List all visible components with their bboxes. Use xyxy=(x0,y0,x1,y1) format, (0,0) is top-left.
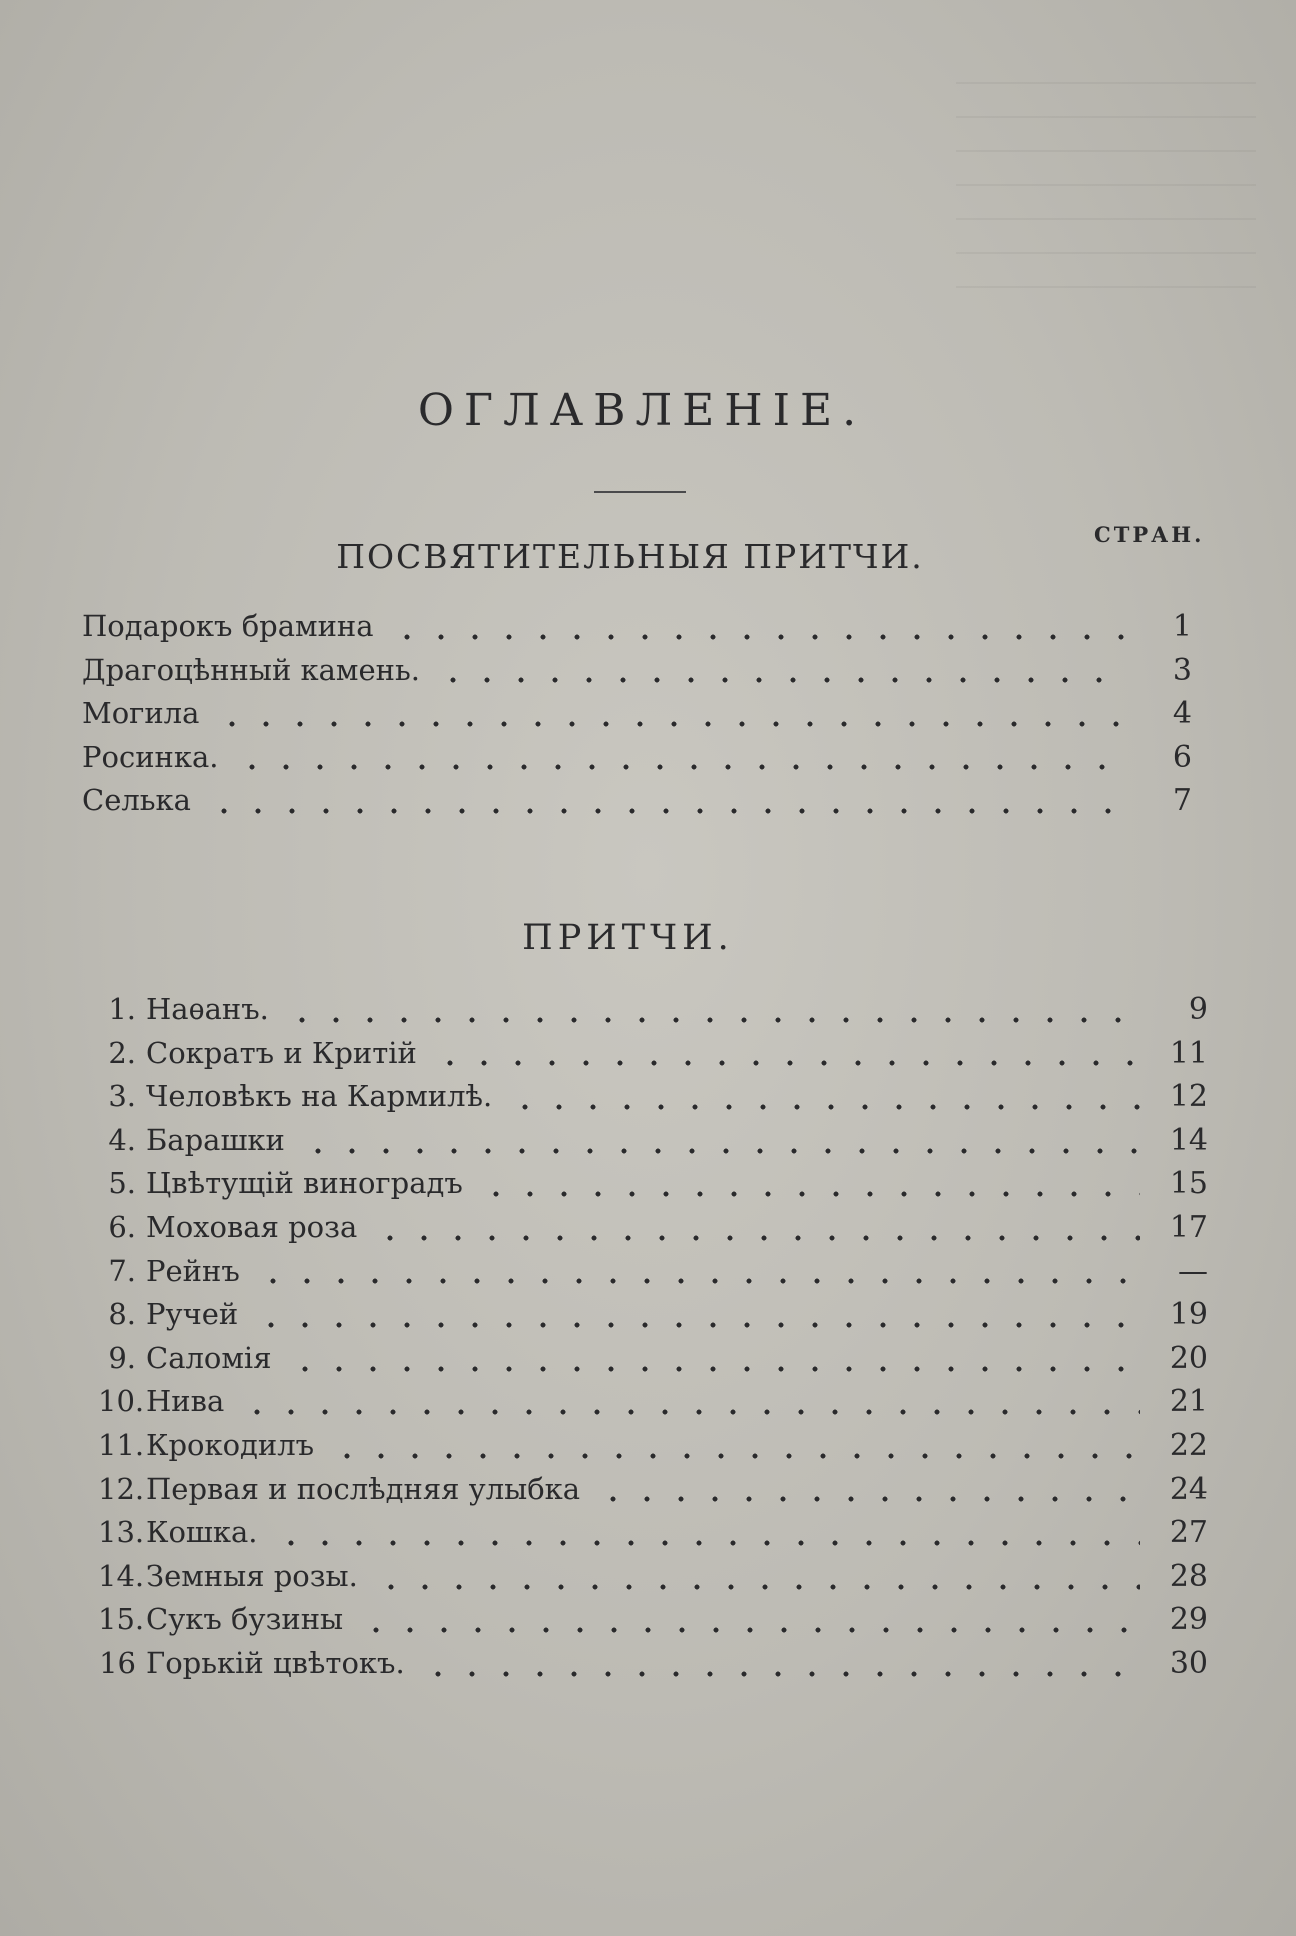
dot-leader xyxy=(330,1453,1140,1459)
toc-entry xyxy=(98,1424,1208,1468)
toc-entry-page-number: 9 xyxy=(1188,992,1208,1027)
toc-entry xyxy=(98,1293,1208,1337)
toc-entry-page-number: 3 xyxy=(1172,652,1192,688)
toc-entry-title: Сукъ бузины xyxy=(146,1602,344,1637)
toc-entry xyxy=(82,736,1192,780)
toc-entry-number: 15. xyxy=(98,1602,145,1637)
toc-entry xyxy=(98,1075,1208,1119)
toc-entry-title: Подарокъ брамина xyxy=(82,609,374,643)
toc-entry-page-number: 22 xyxy=(1169,1427,1208,1463)
section-heading-dedicatory: ПОСВЯТИТЕЛЬНЫЯ ПРИТЧИ. xyxy=(336,537,924,576)
toc-entry xyxy=(98,1642,1208,1686)
toc-entry-title: Горькій цвѣтокъ. xyxy=(146,1645,405,1680)
toc-entry xyxy=(82,649,1192,693)
toc-entry-title: Могила xyxy=(82,696,200,730)
toc-list-parables xyxy=(98,988,1208,1686)
page-column-label: СТРАН. xyxy=(1094,522,1205,547)
dot-leader xyxy=(421,1671,1140,1677)
dot-leader xyxy=(373,1235,1140,1241)
toc-entry-page-number: 4 xyxy=(1172,696,1192,731)
toc-entry-title: Саломія xyxy=(146,1340,272,1375)
toc-entry-page-number: 29 xyxy=(1169,1602,1208,1638)
toc-entry-page-number: 1 xyxy=(1172,609,1192,644)
toc-entry xyxy=(98,1032,1208,1076)
dot-leader xyxy=(215,721,1124,727)
dot-leader xyxy=(433,1060,1140,1066)
dot-leader xyxy=(207,808,1124,814)
toc-entry-page-number: 6 xyxy=(1172,739,1192,775)
toc-entry-page-number: 20 xyxy=(1169,1340,1208,1376)
toc-entry-page-number: 12 xyxy=(1169,1079,1208,1115)
toc-entry-number: 6. xyxy=(108,1209,136,1244)
dot-leader xyxy=(285,1017,1140,1023)
toc-entry-page-number: 21 xyxy=(1169,1384,1208,1420)
toc-entry-page-number: 30 xyxy=(1169,1645,1208,1681)
toc-entry-number: 7. xyxy=(108,1253,136,1288)
toc-entry-page-number: 24 xyxy=(1169,1471,1208,1507)
toc-entry xyxy=(98,1206,1208,1250)
toc-entry-number: 5. xyxy=(108,1166,136,1201)
toc-entry-page-number: 7 xyxy=(1172,783,1192,818)
section-heading-parables: ПРИТЧИ. xyxy=(522,918,734,958)
toc-entry xyxy=(98,1119,1208,1163)
dot-leader xyxy=(436,677,1124,683)
toc-entry-number: 9. xyxy=(108,1340,136,1375)
toc-list-dedicatory xyxy=(82,605,1192,823)
toc-entry-title: Селька xyxy=(82,783,191,817)
toc-entry-title: Росинка. xyxy=(82,739,219,774)
toc-entry-number: 14. xyxy=(98,1558,145,1593)
dot-leader xyxy=(256,1278,1140,1284)
toc-entry xyxy=(98,1337,1208,1381)
toc-entry-title: Первая и послѣдняя улыбка xyxy=(146,1471,581,1506)
toc-entry xyxy=(82,779,1192,823)
toc-entry-page-number: — xyxy=(1178,1253,1208,1289)
toc-entry-number: 13. xyxy=(98,1515,145,1550)
toc-entry xyxy=(82,692,1192,736)
toc-entry xyxy=(82,605,1192,649)
title-divider xyxy=(594,491,686,493)
toc-entry xyxy=(98,1598,1208,1642)
toc-entry-page-number: 14 xyxy=(1169,1122,1208,1158)
dot-leader xyxy=(301,1148,1140,1154)
toc-entry-title: Крокодилъ xyxy=(146,1427,315,1462)
toc-entry-number: 12. xyxy=(98,1471,145,1506)
toc-entry-title: Рейнъ xyxy=(146,1253,240,1288)
toc-entry-title: Наѳанъ. xyxy=(146,992,269,1026)
toc-entry-number: 10. xyxy=(98,1384,145,1419)
toc-entry-page-number: 19 xyxy=(1169,1297,1208,1333)
dot-leader xyxy=(508,1104,1140,1110)
toc-entry-title: Кошка. xyxy=(146,1515,258,1550)
dot-leader xyxy=(240,1409,1140,1415)
dot-leader xyxy=(479,1191,1140,1197)
toc-entry-page-number: 11 xyxy=(1169,1035,1208,1071)
toc-entry-number: 1. xyxy=(108,992,136,1026)
toc-entry-title: Драгоцѣнный камень. xyxy=(82,652,420,687)
toc-entry xyxy=(98,1555,1208,1599)
toc-entry-number: 11. xyxy=(98,1427,145,1462)
dot-leader xyxy=(359,1627,1140,1633)
toc-entry xyxy=(98,1380,1208,1424)
toc-entry-number: 16 xyxy=(99,1645,136,1680)
toc-entry-page-number: 27 xyxy=(1169,1515,1208,1551)
toc-entry xyxy=(98,1468,1208,1512)
toc-entry xyxy=(98,988,1208,1032)
dot-leader xyxy=(235,764,1124,770)
toc-entry-page-number: 15 xyxy=(1169,1166,1208,1202)
toc-entry xyxy=(98,1511,1208,1555)
toc-entry-title: Человѣкъ на Кармилѣ. xyxy=(146,1079,493,1114)
toc-entry-title: Барашки xyxy=(146,1122,285,1157)
toc-entry-number: 4. xyxy=(108,1122,136,1157)
dot-leader xyxy=(274,1540,1141,1546)
dot-leader xyxy=(254,1322,1140,1328)
toc-entry xyxy=(98,1162,1208,1206)
dot-leader xyxy=(390,634,1124,640)
toc-entry-title: Цвѣтущій виноградъ xyxy=(146,1166,463,1201)
bleed-through-text xyxy=(956,60,1256,320)
toc-entry-number: 8. xyxy=(108,1297,136,1332)
toc-entry-page-number: 17 xyxy=(1169,1209,1208,1245)
toc-entry-number: 3. xyxy=(108,1079,136,1114)
toc-entry-page-number: 28 xyxy=(1169,1558,1208,1594)
toc-entry-title: Земныя розы. xyxy=(146,1558,358,1593)
dot-leader xyxy=(288,1366,1141,1372)
toc-entry xyxy=(98,1250,1208,1294)
dot-leader xyxy=(374,1584,1140,1590)
toc-entry-title: Моховая роза xyxy=(146,1209,358,1244)
toc-entry-title: Нива xyxy=(146,1384,225,1419)
toc-entry-title: Ручей xyxy=(146,1297,239,1332)
page-title: ОГЛАВЛЕНІЕ. xyxy=(417,385,867,436)
dot-leader xyxy=(596,1496,1140,1502)
toc-entry-title: Сократъ и Критій xyxy=(146,1035,417,1070)
toc-entry-number: 2. xyxy=(108,1035,136,1070)
